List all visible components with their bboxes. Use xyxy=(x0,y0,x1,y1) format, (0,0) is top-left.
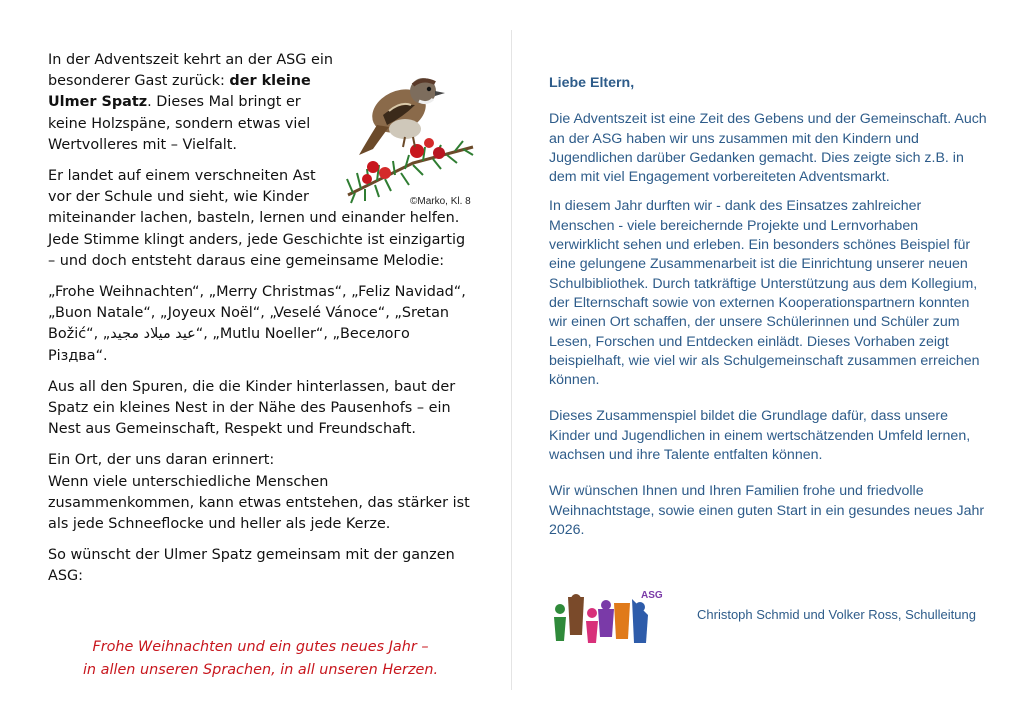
asg-logo xyxy=(550,587,668,649)
page-divider xyxy=(511,30,512,690)
letter-paragraph-3: Dieses Zusammenspiel bildet die Grundlage dafür, dass unsere Kinder und Jugendlichen in einem wertschätzenden Umfeld lernen, wachsen und ihre Talente entfalten können. xyxy=(549,408,971,464)
nest-paragraph: Aus all den Spuren, die die Kinder hinterlassen, baut der Spatz ein kleines Nest in der Nähe des Pausenhofs – ein Nest aus Gemeinschaft, Respekt und Freundschaft. xyxy=(48,378,456,438)
signature: Christoph Schmid und Volker Ross, Schulleitung xyxy=(697,607,976,622)
letter-paragraph-4: Wir wünschen Ihnen und Ihren Familien frohe und friedvolle Weihnachtstage, sowie einen guten Start in ein gesundes neues Jahr 2026. xyxy=(549,483,985,538)
arabic-greeting: عيد ميلاد مجيد xyxy=(110,326,196,343)
highlight-ulmer-spatz: der kleine Ulmer Spatz xyxy=(48,73,311,111)
closing-line-1: Frohe Weihnachten und ein gutes neues Jahr – xyxy=(92,639,429,655)
intro-paragraph: In der Adventszeit kehrt an der ASG ein besonderer Gast zurück: der kleine Ulmer Spatz. Dieses Mal bringt er keine Holzspäne, sondern etwas viel Wertvolleres mit – Vielfalt. xyxy=(48,52,333,153)
closing-line-2: in allen unseren Sprachen, in all unseren Herzen. xyxy=(82,662,439,678)
branch-paragraph-rest: miteinander lachen, basteln, lernen und einander helfen. Jede Stimme klingt anders, jede Geschichte ist einzigartig – und doch entsteht daraus eine gemeinsame Melodie: xyxy=(48,210,466,269)
wish-paragraph: So wünscht der Ulmer Spatz gemeinsam mit der ganzen ASG: xyxy=(48,547,455,585)
logo-text: ASG xyxy=(641,590,663,601)
letter-greeting: Liebe Eltern, xyxy=(549,75,635,91)
letter-paragraph-1: Die Adventszeit ist eine Zeit des Gebens und der Gemeinschaft. Auch an der ASG haben wir uns zusammen mit den Kindern und Jugendlichen darüber Gedanken gemacht. Dies zeigte sich z.B. in dem mit viel Engagement vorbereiteten Adventsmarkt. xyxy=(549,111,987,186)
sparrow-illustration xyxy=(343,55,478,205)
greetings-paragraph: „Frohe Weihnachten“, „Merry Christmas“, „Feliz Navidad“, „Buon Natale“, „Joyeux Noël“, „Veselé Vánoce“, „Sretan Božić“, „عيد ميلاد مجيد“, „Mutlu Noeller“, „Веселого Різдва“. xyxy=(48,284,466,364)
right-column xyxy=(549,74,989,550)
closing-wish xyxy=(48,636,473,682)
logo-figures xyxy=(554,594,648,643)
reminder-paragraph: Ein Ort, der uns daran erinnert: Wenn viele unterschiedliche Menschen zusammenkommen, kann etwas entstehen, das stärker ist als jede Schneeflocke und heller als jede Kerze. xyxy=(48,452,470,533)
letter-paragraph-2: In diesem Jahr durften wir - dank des Einsatzes zahlreicher Menschen - viele bereichernde Projekte und Lernvorhaben verwirklicht sehen und erleben. Ein besonders schönes Beispiel für eine gelungene Zusammenarbeit ist die Einrichtung unserer neuen Schulbibliothek. Durch tatkräftige Unterstützung aus dem Kollegium, der Elternschaft sowie von externen Kooperationspartnern konnten wir einen Ort schaffen, der unsere Schülerinnen und Schüler zum Lesen, Forschen und Entdecken einlädt. Dieses Vorhaben zeigt beispielhaft, wie viel wir als Schulgemeinschaft zusammen erreichen können. xyxy=(549,198,980,389)
image-credit: ©Marko, Kl. 8 xyxy=(410,196,471,207)
branch-paragraph-start: Er landet auf einem verschneiten Ast vor der Schule und sieht, wie Kinder xyxy=(48,168,316,206)
